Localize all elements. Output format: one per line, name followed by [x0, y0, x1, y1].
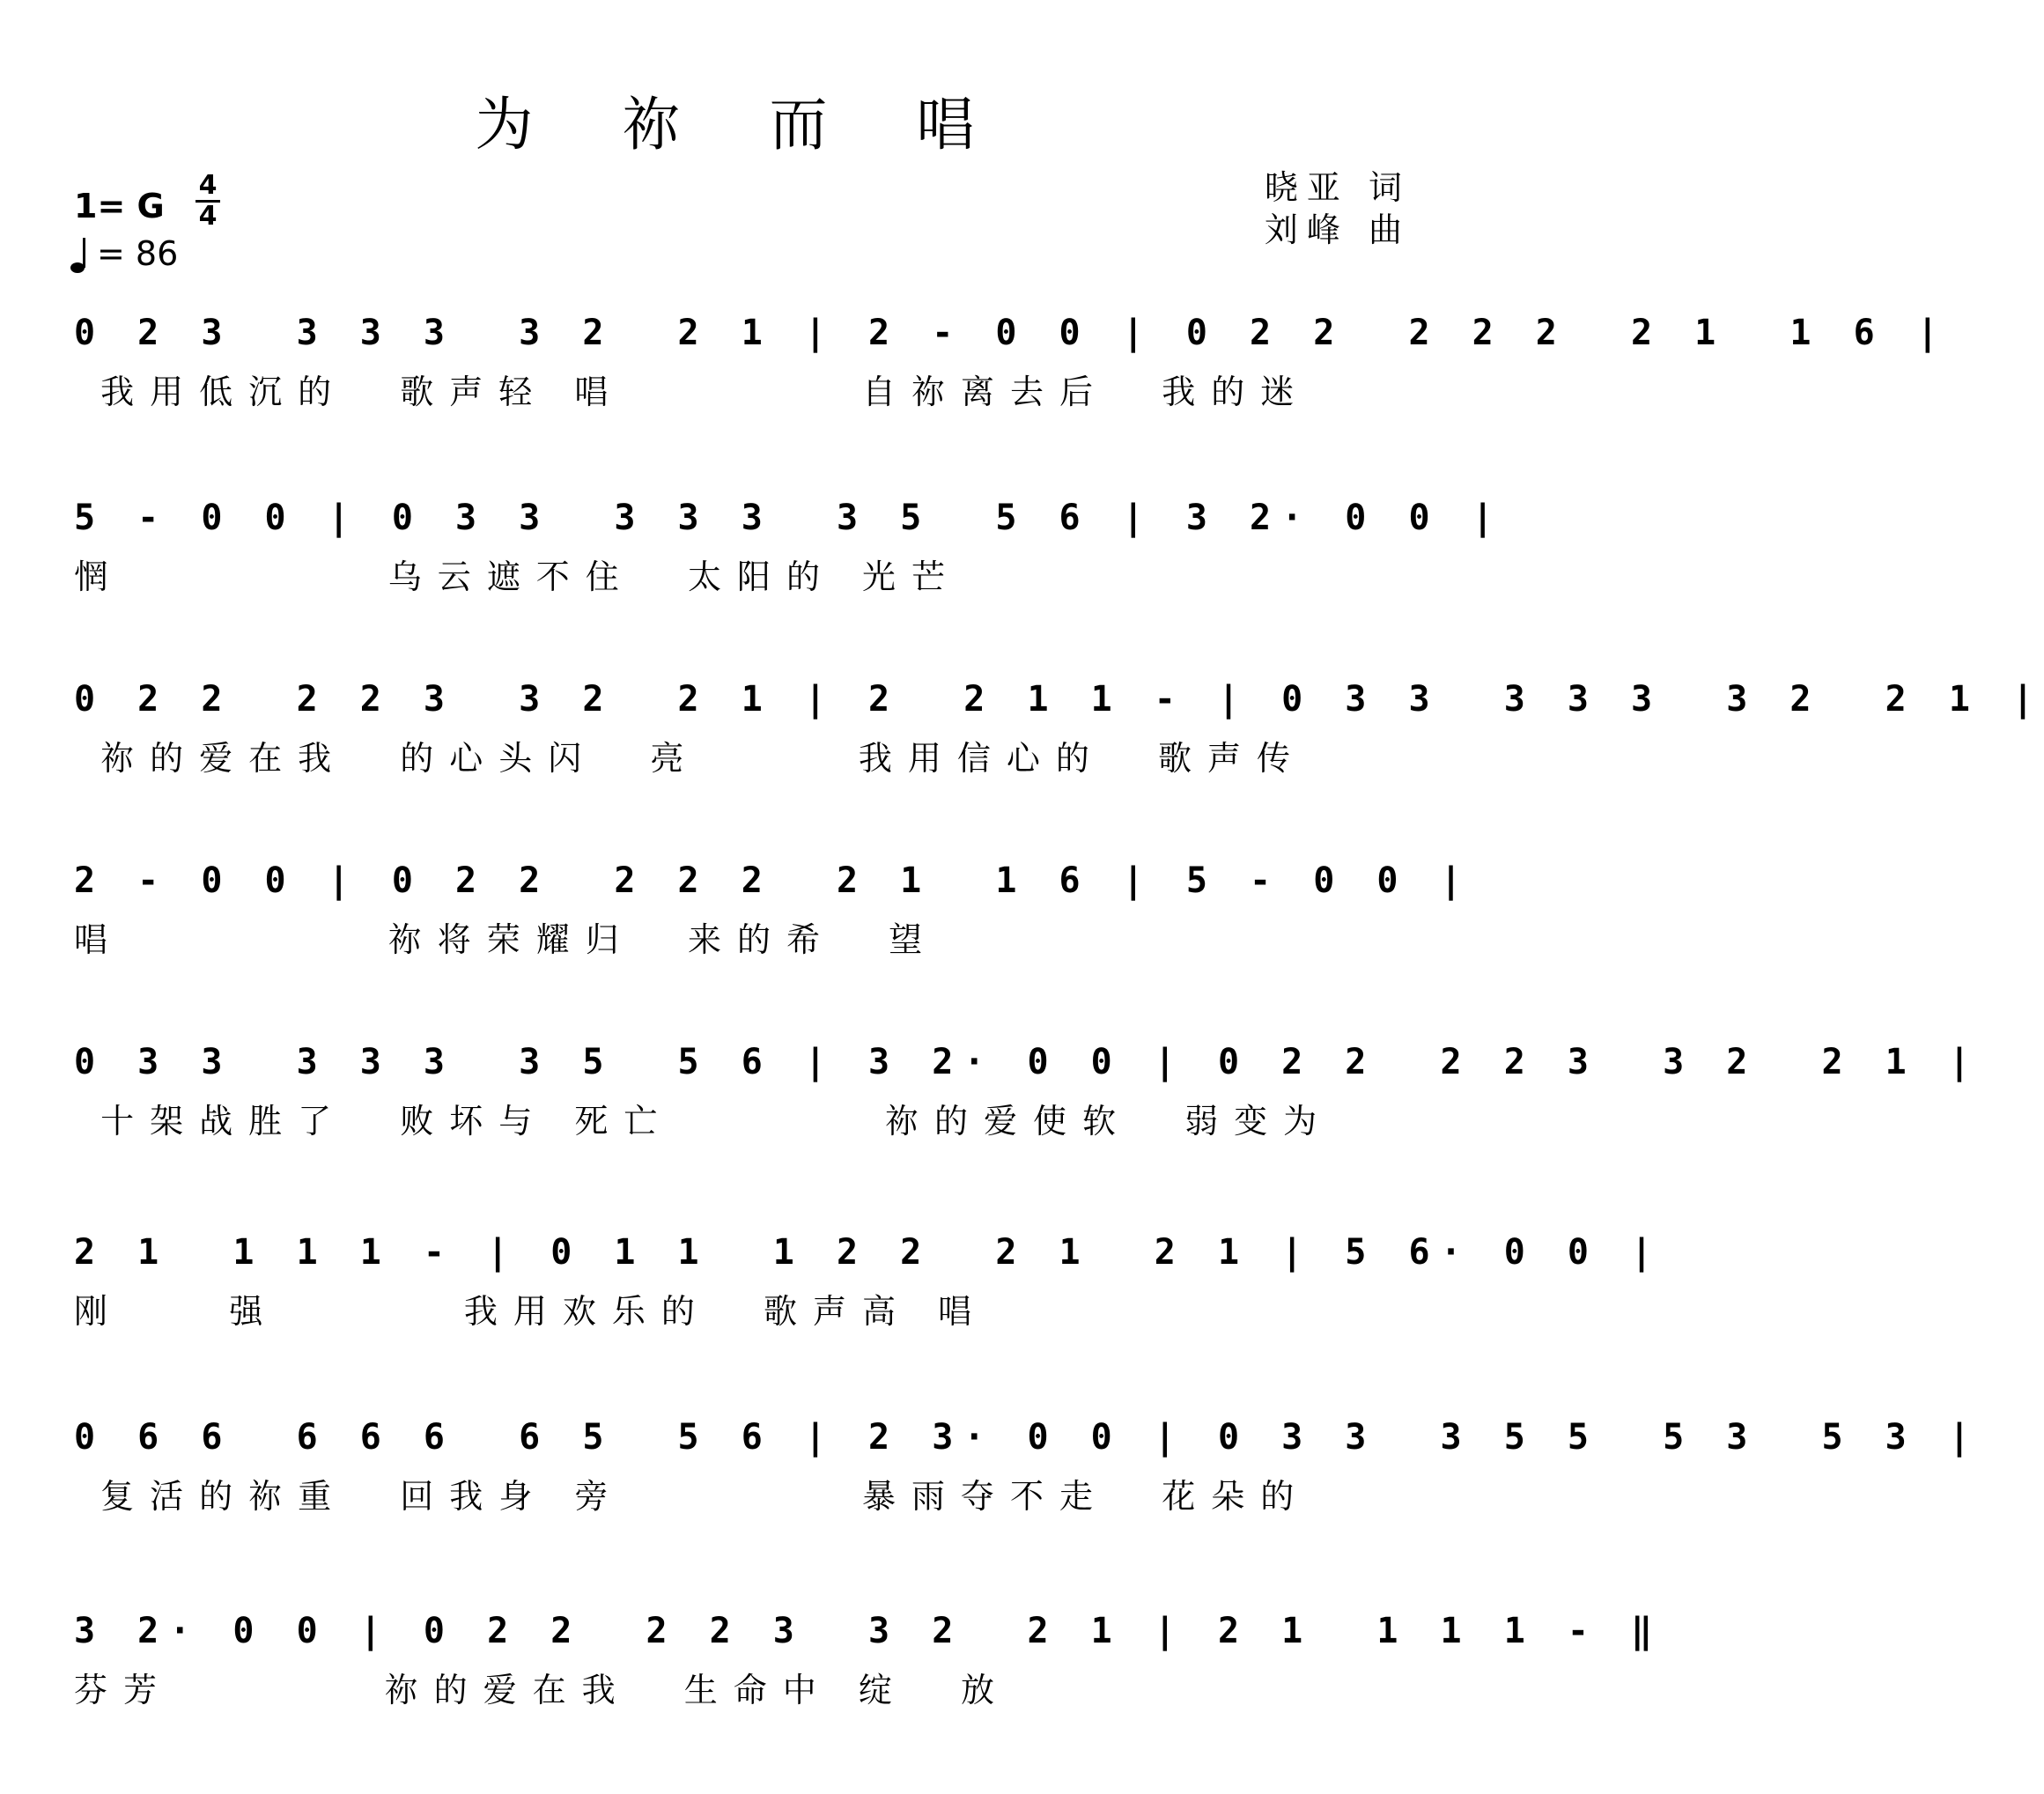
score-line-5	[74, 1037, 1981, 1143]
time-signature-bottom: 4	[198, 201, 218, 232]
lyrics-line-4: 唱 祢将荣耀归 来的希 望	[74, 920, 939, 959]
composer-credit: 刘峰 曲	[1264, 210, 1411, 249]
notes-line-2: 5 - 0 0 | 0 3 3 3 3 3 3 5 5 6 | 3 2· 0 0 |	[74, 498, 1504, 538]
lyrics-line-2: 惘 乌云遮不住 太阳的 光芒	[74, 557, 962, 596]
lyrics-line-8: 芬芳 祢的爱在我 生命中 绽 放	[74, 1671, 1011, 1709]
notes-line-1: 0 2 3 3 3 3 3 2 2 1 | 2 - 0 0 | 0 2 2 2 2 2 2 1 1 6 |	[74, 313, 1949, 353]
notes-line-6: 2 1 1 1 1 - | 0 1 1 1 2 2 2 1 2 1 | 5 6· 0 0 |	[74, 1232, 1664, 1273]
song-title: 为 祢 而 唱	[475, 91, 1010, 159]
lyrics-line-5: 十架战胜了 败坏与 死亡 祢的爱使软 弱变为	[74, 1102, 1333, 1141]
lyrics-line-1: 我用低沉的 歌声轻 唱 自祢离去后 我的迷	[74, 373, 1310, 411]
lyricist-credit: 晓亚 词	[1264, 168, 1411, 207]
notes-line-8: 3 2· 0 0 | 0 2 2 2 2 3 3 2 2 1 | 2 1 1 1 1 - ‖	[74, 1611, 1664, 1651]
notes-line-3: 0 2 2 2 2 3 3 2 2 1 | 2 2 1 1 - | 0 3 3 3 3 3 3 2 2 1 |	[74, 679, 2044, 720]
score-line-1	[74, 308, 1949, 414]
time-signature-top: 4	[198, 170, 218, 201]
key-signature: 1= G	[74, 187, 165, 225]
notes-line-7: 0 6 6 6 6 6 6 5 5 6 | 2 3· 0 0 | 0 3 3 3 5 5 5 3 5 3 |	[74, 1417, 1981, 1458]
notes-line-4: 2 - 0 0 | 0 2 2 2 2 2 2 1 1 6 | 5 - 0 0 |	[74, 860, 1472, 901]
score-line-4	[74, 856, 1472, 962]
score-line-3	[74, 675, 2044, 780]
score-line-2	[74, 493, 1504, 599]
lyrics-line-3: 祢的爱在我 的心头闪 亮 我用信心的 歌声传	[74, 739, 1307, 778]
score-line-6	[74, 1228, 1664, 1333]
lyrics-line-7: 复活的祢重 回我身 旁 暴雨夺不走 花朵的	[74, 1477, 1310, 1516]
score-line-8	[74, 1606, 1664, 1712]
score-line-7	[74, 1413, 1981, 1518]
tempo-marking: = 86	[97, 234, 179, 273]
lyrics-line-6: 刚 强 我用欢乐的 歌声高 唱	[74, 1292, 988, 1331]
notes-line-5: 0 3 3 3 3 3 3 5 5 6 | 3 2· 0 0 | 0 2 2 2 2 3 3 2 2 1 |	[74, 1042, 1981, 1082]
